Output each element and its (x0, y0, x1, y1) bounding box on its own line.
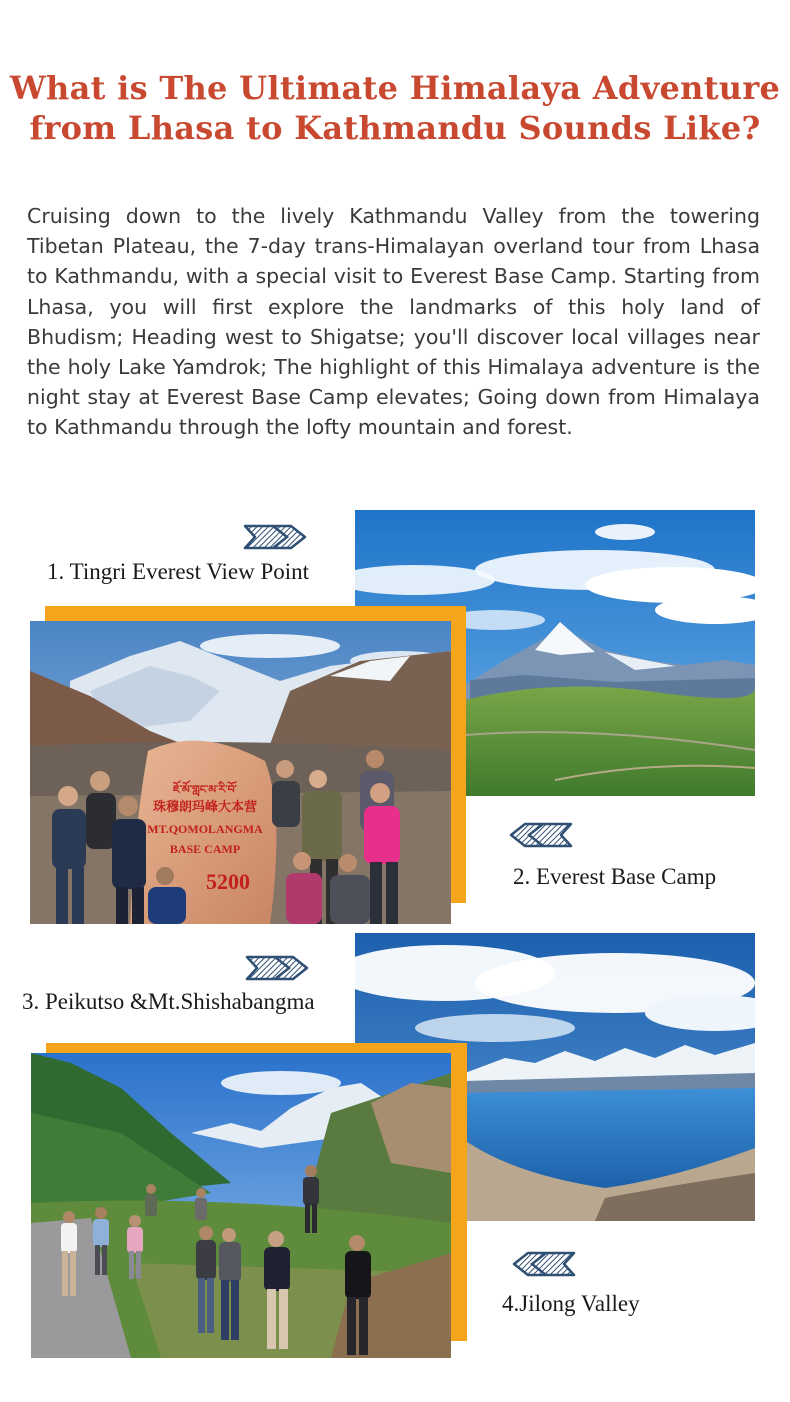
spot-label-tingri: 1. Tingri Everest View Point (47, 559, 310, 584)
everest-base-camp-photo (30, 621, 451, 924)
stone-chinese-text: 珠穆朗玛峰大本营 (152, 800, 258, 815)
jilong-valley-photo (31, 1053, 451, 1358)
arrow-right-icon (243, 523, 307, 551)
spot-label-peikutso: 3. Peikutso &Mt.Shishabangma (22, 989, 315, 1014)
spot-label-everest-base-camp: 2. Everest Base Camp (513, 864, 717, 889)
intro-paragraph: Cruising down to the lively Kathmandu Valley from the towering Tibetan Plateau, the 7-day trans-Himalayan overland tour from Lhasa to Kathmandu, with a special visit to Everest Base Camp. Starting from Lhasa, you will first explore the landmarks of this holy land of Bhudism; Heading west to Shigatse; you'll discover local villages near the holy Lake Yamdrok; The highlight of this Himalaya adventure is the night stay at Everest Base Camp elevates; Going down from Himalaya to Kathmandu through the lofty mountain and forest. (27, 204, 760, 440)
page-title (0, 68, 790, 148)
stone-base-camp-text: BASE CAMP (169, 842, 241, 856)
stone-tibetan-text: ཇོ་མོ་གླང་མ་རི་བོ་ (172, 783, 238, 796)
spot-label-jilong-valley: 4.Jilong Valley (502, 1291, 640, 1316)
title-line-1: What is The Ultimate Himalaya Adventure (9, 69, 781, 107)
stone-altitude-text: 5200 (206, 869, 250, 894)
stone-name-text: MT.QOMOLANGMA (147, 822, 263, 836)
arrow-left-icon (512, 1250, 576, 1278)
arrow-right-icon (245, 954, 309, 982)
arrow-left-icon (509, 821, 573, 849)
title-line-2: from Lhasa to Kathmandu Sounds Like? (29, 109, 761, 147)
